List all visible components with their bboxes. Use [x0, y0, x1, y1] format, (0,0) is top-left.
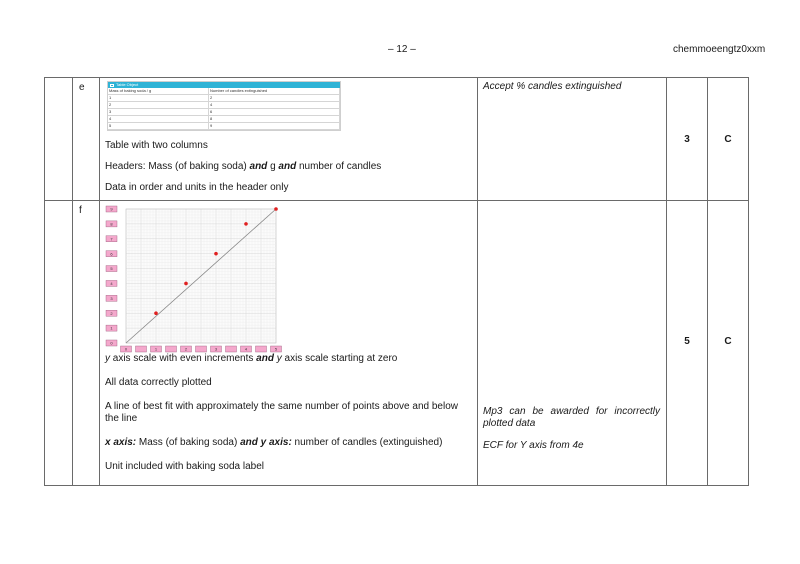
y-tick-label: 8	[110, 221, 113, 227]
part-cell	[73, 201, 100, 486]
cell-mass: 2	[108, 102, 209, 109]
cell-mass: 5	[108, 123, 209, 130]
table-row	[45, 78, 749, 201]
data-point	[154, 311, 158, 315]
cell-candles: 2	[209, 95, 340, 102]
text: axis scale with even increments	[110, 353, 257, 364]
emphasis: x axis:	[105, 437, 137, 448]
part-cell	[73, 78, 100, 201]
document-code: chemmoeengtz0xxm	[673, 44, 766, 55]
text: number of candles	[296, 161, 382, 172]
part-label: f	[79, 205, 82, 216]
y-tick-label: 1	[110, 325, 113, 331]
data-point	[244, 222, 248, 226]
text: y	[276, 353, 282, 364]
x-tick-box	[136, 346, 147, 352]
note-text: ECF for Y axis from 4e	[483, 440, 584, 451]
data-point	[274, 207, 278, 211]
text: number of candles (extinguished)	[291, 437, 443, 448]
notes-cell	[478, 78, 667, 201]
data-point	[184, 282, 188, 286]
y-tick-label: 4	[110, 281, 113, 287]
cell-candles: 8	[209, 116, 340, 123]
answer-text	[100, 131, 477, 194]
answer-line	[105, 353, 471, 365]
answer-line: A line of best fit with approximately the same number of points above and below the line	[105, 401, 458, 424]
question-cell	[45, 201, 73, 486]
header-candles: Number of candles extinguished	[209, 88, 340, 95]
marks-cell: 3	[667, 78, 708, 201]
graph	[100, 201, 290, 353]
x-tick-box	[166, 346, 177, 352]
data-table	[108, 88, 340, 130]
note-text: Accept % candles extinguished	[483, 81, 622, 92]
x-tick-label: 2	[184, 346, 188, 352]
answer-line: All data correctly plotted	[105, 377, 212, 388]
criterion-cell: C	[708, 201, 749, 486]
table-object-title: Table Object	[116, 82, 139, 87]
table-row	[108, 95, 340, 102]
cell-candles: 4	[209, 102, 340, 109]
answer-line	[105, 437, 471, 449]
table-row	[108, 123, 340, 130]
answer-line: Table with two columns	[105, 140, 208, 151]
part-label: e	[79, 82, 85, 93]
y-tick-label: 6	[110, 251, 113, 257]
header-mass: Mass of baking soda / g	[108, 88, 209, 95]
emphasis: and	[278, 161, 297, 172]
note-text: Mp3 can be awarded for incorrectly plotted data	[483, 406, 660, 429]
x-tick-label: 4	[244, 346, 248, 352]
y-tick-label: 0	[110, 340, 113, 346]
y-tick-label: 2	[110, 310, 113, 316]
y-tick-label: 7	[110, 236, 113, 242]
answer-cell	[100, 201, 478, 486]
answer-line	[105, 161, 471, 173]
x-tick-box	[256, 346, 267, 352]
emphasis: and y axis:	[240, 437, 292, 448]
data-point	[214, 252, 218, 256]
answer-line: Data in order and units in the header only	[105, 182, 289, 193]
x-tick-label: 5	[274, 346, 278, 352]
y-tick-label: 9	[110, 206, 113, 212]
x-tick-label: 0	[124, 346, 128, 352]
table-row	[108, 116, 340, 123]
criterion-cell: C	[708, 78, 749, 201]
answer-line: Unit included with baking soda label	[105, 461, 264, 472]
table-object-title-bar	[108, 82, 340, 88]
answer-text	[100, 353, 477, 473]
table-row	[108, 109, 340, 116]
table-icon	[110, 84, 114, 87]
marks-cell: 5	[667, 201, 708, 486]
scatter-chart	[100, 201, 290, 353]
x-tick-box	[196, 346, 207, 352]
table-row	[45, 201, 749, 486]
question-cell	[45, 78, 73, 201]
x-tick-label: 3	[214, 346, 218, 352]
cell-mass: 1	[108, 95, 209, 102]
text: y	[105, 353, 110, 364]
x-tick-box	[226, 346, 237, 352]
text: Headers: Mass (of baking soda)	[105, 161, 250, 172]
table-row	[108, 102, 340, 109]
y-tick-label: 3	[110, 295, 113, 301]
answer-cell	[100, 78, 478, 201]
cell-mass: 4	[108, 116, 209, 123]
text: Mass (of baking soda)	[136, 437, 241, 448]
cell-candles: 9	[209, 123, 340, 130]
markscheme-table	[44, 77, 749, 486]
table-object	[107, 81, 341, 131]
page-number: – 12 –	[388, 44, 416, 55]
text: axis scale starting at zero	[281, 353, 398, 364]
text: g	[267, 161, 279, 172]
notes-cell	[478, 201, 667, 486]
y-tick-label: 5	[110, 266, 113, 272]
cell-candles: 6	[209, 109, 340, 116]
x-tick-label: 1	[154, 346, 158, 352]
emphasis: and	[256, 353, 274, 364]
emphasis: and	[249, 161, 268, 172]
cell-mass: 3	[108, 109, 209, 116]
